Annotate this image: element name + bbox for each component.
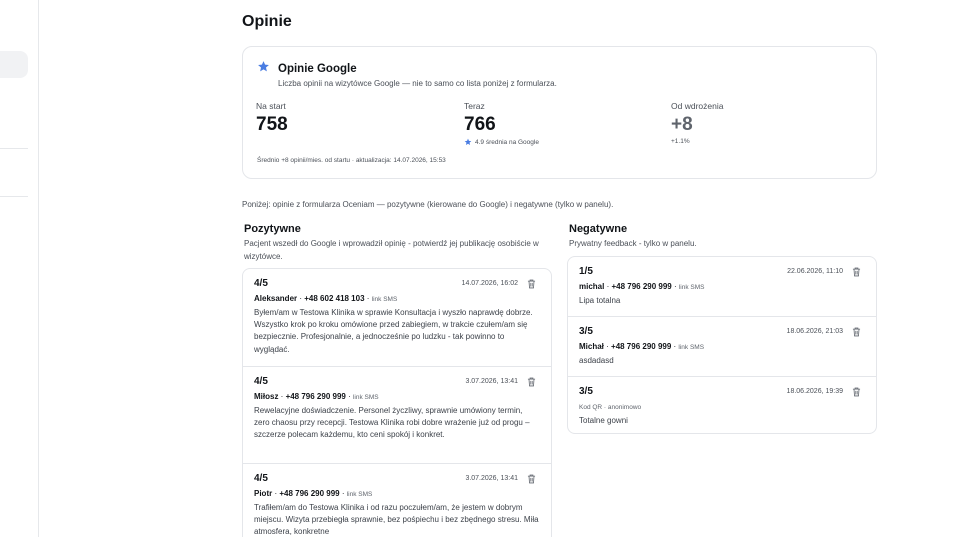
- review-phone: +48 602 418 103: [304, 294, 365, 303]
- review-text: Rewelacyjne doświadczenie. Personel życzliwy, sprawnie umówiony termin, zero chaosu przy recepcji. Testowa Klinika robi dobre wrażenie już od progu – szczerze polecam każdemu, kto ceni spokój i konkret.: [254, 406, 530, 440]
- stat-start: [256, 101, 288, 136]
- list-item: [568, 317, 876, 377]
- review-name: Aleksander: [254, 294, 298, 303]
- review-source: link SMS: [346, 491, 373, 498]
- negative-title: Negatywne: [569, 223, 628, 235]
- review-phone: +48 796 290 999: [279, 489, 340, 498]
- review-author: Miłosz · +48 796 290 999 · link SMS: [254, 392, 379, 401]
- review-text: Totalne gowni: [579, 416, 628, 425]
- review-source: link SMS: [352, 394, 379, 401]
- review-score: 3/5: [579, 326, 593, 337]
- google-card-subtitle: Liczba opinii na wizytówce Google — nie to samo co lista poniżej z formularza.: [278, 79, 557, 88]
- review-score: 4/5: [254, 473, 268, 484]
- sidebar-item-active[interactable]: [0, 51, 28, 78]
- review-date: 3.07.2026, 13:41: [465, 378, 518, 385]
- stat-value: 766: [464, 114, 496, 135]
- page-title: Opinie: [242, 13, 292, 30]
- list-item: [243, 464, 551, 537]
- negative-list: [567, 256, 877, 434]
- intro-text: Poniżej: opinie z formularza Oceniam — pozytywne (kierowane do Google) i negatywne (tylko w panelu).: [242, 200, 614, 209]
- stat-label: Od wdrożenia: [671, 101, 724, 111]
- review-source: Kod QR · anonimowo: [579, 404, 642, 411]
- review-score: 1/5: [579, 266, 593, 277]
- review-phone: +48 796 290 999: [285, 392, 346, 401]
- google-card-footer: Średnio +8 opinii/mies. od startu · aktualizacja: 14.07.2026, 15:53: [257, 157, 446, 164]
- list-item: [243, 269, 551, 367]
- review-name: Miłosz: [254, 392, 279, 401]
- google-rating-note: [464, 138, 539, 146]
- review-name: Piotr: [254, 489, 273, 498]
- positive-list: [242, 268, 552, 537]
- review-text: asdadasd: [579, 356, 614, 365]
- stat-now: [464, 101, 539, 146]
- google-card-title: Opinie Google: [278, 63, 357, 75]
- stat-percent: +1.1%: [671, 138, 690, 145]
- negative-description: Prywatny feedback - tylko w panelu.: [569, 239, 697, 248]
- review-name: michal: [579, 282, 605, 291]
- list-item: [568, 377, 876, 434]
- review-phone: +48 796 290 999: [611, 282, 672, 291]
- review-name: Michał: [579, 342, 604, 351]
- review-source: link SMS: [678, 284, 705, 291]
- positive-description: Pacjent wszedł do Google i wprowadził opinię - potwierdź jej publikację osobiście w wizytówce.: [244, 239, 539, 261]
- review-author: michal · +48 796 290 999 · link SMS: [579, 282, 705, 291]
- positive-title: Pozytywne: [244, 223, 301, 235]
- review-author: Piotr · +48 796 290 999 · link SMS: [254, 489, 373, 498]
- list-item: [568, 257, 876, 317]
- stat-label: Teraz: [464, 101, 485, 111]
- trash-icon[interactable]: [852, 327, 861, 337]
- star-icon: [257, 60, 270, 73]
- stat-label: Na start: [256, 101, 286, 111]
- google-rating-text: 4.9 średnia na Google: [475, 138, 539, 146]
- list-item: [243, 367, 551, 464]
- sidebar-divider: [0, 148, 28, 149]
- review-source: link SMS: [678, 344, 705, 351]
- trash-icon[interactable]: [527, 377, 536, 387]
- review-date: 3.07.2026, 13:41: [465, 475, 518, 482]
- star-icon: [464, 138, 472, 146]
- stat-since-deploy: [671, 101, 723, 145]
- stat-value: +8: [671, 114, 693, 135]
- review-author: Aleksander · +48 602 418 103 · link SMS: [254, 294, 398, 303]
- review-author: [579, 402, 865, 411]
- review-phone: +48 796 290 999: [611, 342, 672, 351]
- sidebar: [0, 0, 39, 537]
- review-source: link SMS: [371, 296, 398, 303]
- review-score: 4/5: [254, 278, 268, 289]
- review-text: Trafiłem/am do Testowa Klinika i od razu poczułem/am, że jestem w dobrym miejscu. Wizyta przebiegła sprawnie, bez pośpiechu i bez zbędnego stresu. Miła atmosfera, konkretne: [254, 503, 539, 537]
- sidebar-divider: [0, 196, 28, 197]
- review-author: Michał · +48 796 290 999 · link SMS: [579, 342, 705, 351]
- review-text: Byłem/am w Testowa Klinika w sprawie Konsultacja i wyszło naprawdę dobrze. Wszystko krok po kroku omówione przed zabiegiem, w trakcie czułem/am się bezpiecznie. Profesjonalnie, a jednocześnie po ludzku - tak powinno to wyglądać.: [254, 308, 533, 354]
- review-date: 18.06.2026, 19:39: [786, 388, 843, 395]
- trash-icon[interactable]: [852, 267, 861, 277]
- review-date: 14.07.2026, 16:02: [461, 280, 518, 287]
- review-text: Lipa totalna: [579, 296, 621, 305]
- google-reviews-card: [242, 46, 877, 179]
- trash-icon[interactable]: [527, 279, 536, 289]
- review-score: 4/5: [254, 376, 268, 387]
- review-date: 18.06.2026, 21:03: [786, 328, 843, 335]
- stat-value: 758: [256, 114, 288, 135]
- review-score: 3/5: [579, 386, 593, 397]
- review-date: 22.06.2026, 11:10: [787, 268, 843, 275]
- trash-icon[interactable]: [852, 387, 861, 397]
- trash-icon[interactable]: [527, 474, 536, 484]
